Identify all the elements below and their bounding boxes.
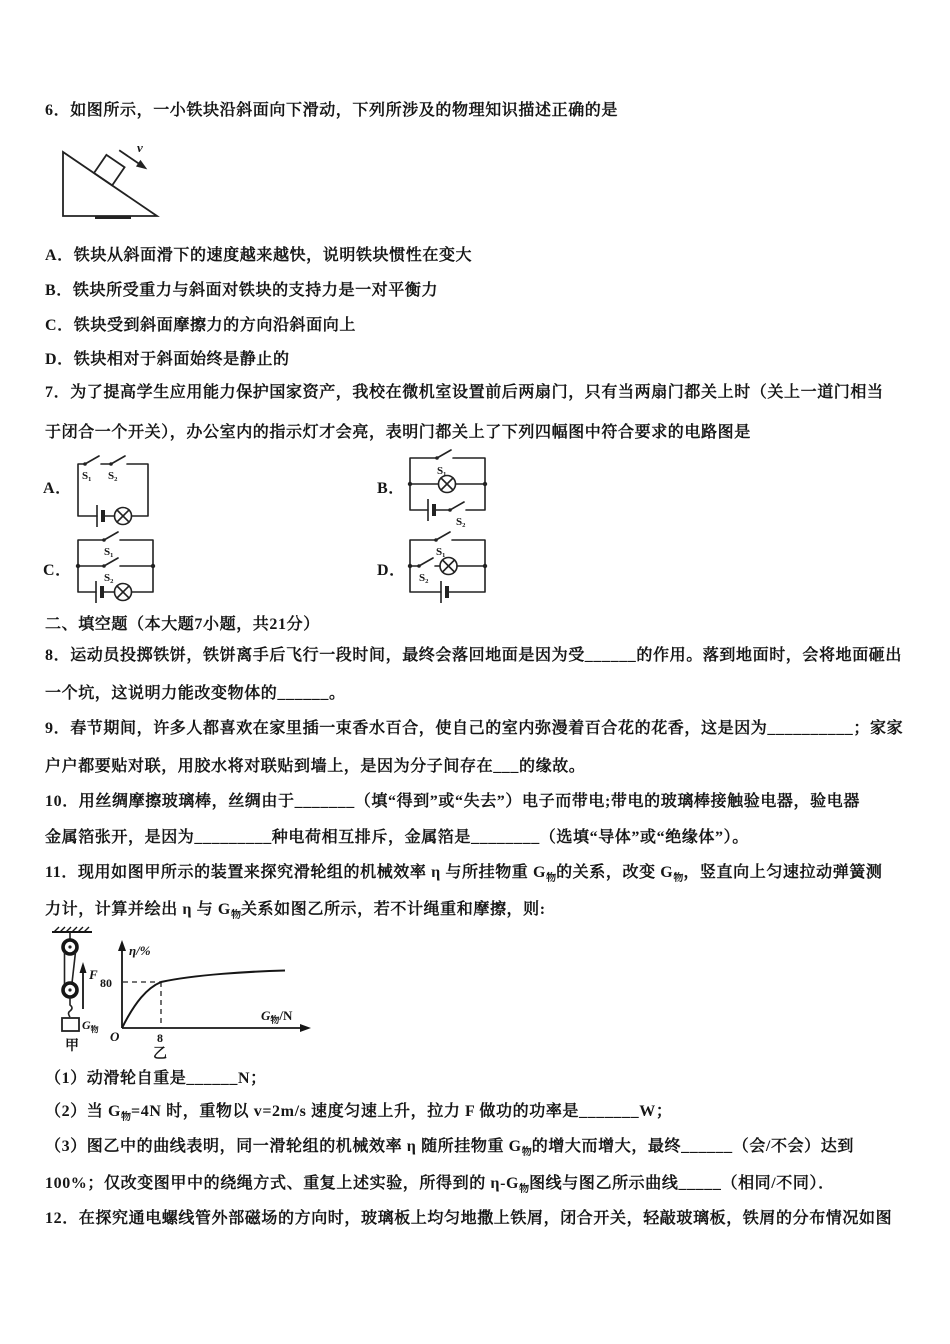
junction-dot <box>408 482 412 486</box>
weight-subscript: 物 <box>546 873 557 885</box>
battery-icon <box>97 505 103 527</box>
question-10-line-2: 金属箔张开，是因为_________种电荷相互排斥，金属箔是________（选填“导体”或“绝缘体”）。 <box>45 829 749 846</box>
question-6-option-b: B．铁块所受重力与斜面对铁块的支持力是一对平衡力 <box>45 282 439 299</box>
weight-subscript: 物 <box>121 1112 132 1124</box>
force-label: F <box>89 967 98 982</box>
question-6-option-c: C．铁块受到斜面摩擦力的方向沿斜面向上 <box>45 317 356 334</box>
circuit-d-label: D． <box>377 562 406 579</box>
origin-label: O <box>110 1029 120 1044</box>
velocity-arrow-label: v <box>137 140 143 155</box>
question-12-line-1: 12．在探究通电螺线管外部磁场的方向时，玻璃板上均匀地撒上铁屑，闭合开关，轻敲玻璃板，铁屑的分布情况如图 <box>45 1210 893 1227</box>
switch-s2-label: S₂ <box>108 470 118 482</box>
figure-yi-label: 乙 <box>153 1047 167 1062</box>
rope-right <box>72 952 76 983</box>
y-tick-80: 80 <box>100 976 112 990</box>
weight-subscript: 物 <box>521 1147 532 1159</box>
switch-s1-icon <box>435 450 451 460</box>
question-11-stem-line-2: 力计，计算并绘出 η 与 $G_物$关系如图乙所示，若不计绳重和摩擦，则: <box>45 901 546 922</box>
switch-s1-label: S₁ <box>437 465 447 477</box>
question-11-part-3-line-1: （3）图乙中的曲线表明，同一滑轮组的机械效率 η 随所挂物重 $G_物$的增大而增大，最终______（会/不会）达到 <box>45 1138 854 1159</box>
x-tick-8: 8 <box>157 1031 163 1045</box>
question-6-stem: 6．如图所示，一小铁块沿斜面向下滑动，下列所涉及的物理知识描述正确的是 <box>45 102 619 119</box>
question-10-line-1: 10．用丝绸摩擦玻璃棒，丝绸由于_______（填“得到”或“失去”）电子而带电;带电的玻璃棒接触验电器，验电器 <box>45 793 860 810</box>
efficiency-graph <box>95 938 320 1062</box>
switch-s1-label: S₁ <box>436 546 446 558</box>
junction-dot <box>483 564 487 568</box>
switch-s2-icon <box>109 456 125 466</box>
switch-s1-icon <box>434 532 450 542</box>
question-6-option-a: A．铁块从斜面滑下的速度越来越快，说明铁块惯性在变大 <box>45 247 473 264</box>
question-11-part-3-line-2: 100%；仅改变图甲中的绕绳方式、重复上述实验，所得到的 $\eta-G_物$图线与图乙所示曲线_____（相同/不同）． <box>45 1175 835 1196</box>
question-8-line-2: 一个坑，这说明力能改变物体的______。 <box>45 685 346 702</box>
x-axis-label: $G_物/N$ <box>261 1008 293 1025</box>
switch-s2-icon <box>417 558 433 568</box>
question-11-stem-line-1: 11．现用如图甲所示的装置来探究滑轮组的机械效率 η 与所挂物重 $G_物$的关系，改变 $G_物$，竖直向上匀速拉动弹簧测 <box>45 864 883 885</box>
lamp-icon <box>115 508 132 525</box>
fixed-pulley-icon <box>63 940 77 954</box>
switch-s1-icon <box>102 532 118 542</box>
junction-dot <box>151 564 155 568</box>
junction-dot <box>76 564 80 568</box>
circuit-b-figure <box>400 444 497 530</box>
weight-label: $G_物$ <box>82 1018 99 1034</box>
velocity-arrow <box>117 147 150 173</box>
circuit-c-figure <box>68 528 165 614</box>
switch-s1-label: S₁ <box>104 546 114 558</box>
lamp-icon <box>439 476 456 493</box>
section-2-title: 二、填空题（本大题7小题，共21分） <box>45 616 320 633</box>
hook <box>69 997 73 1017</box>
lamp-icon <box>440 558 457 575</box>
question-11-part-2: （2）当 $G_物=4N$ 时，重物以 v=2m/s 速度匀速上升，拉力 F 做功的功率是_______W； <box>45 1103 673 1124</box>
ceiling-hatch <box>52 927 92 932</box>
switch-s2-label: S₂ <box>456 516 466 528</box>
circuit-a-label: A． <box>43 480 72 497</box>
switch-s1-label: S₁ <box>82 470 92 482</box>
question-7-stem-line-2: 于闭合一个开关），办公室内的指示灯才会亮，表明门都关上了下列四幅图中符合要求的电路图是 <box>45 424 751 441</box>
question-11-part-1: （1）动滑轮自重是______N； <box>45 1070 267 1087</box>
figure-jia-label: 甲 <box>65 1039 79 1054</box>
question-9-line-1: 9．春节期间，许多人都喜欢在家里插一束香水百合，使自己的室内弥漫着百合花的花香，这是因为__________；家家 <box>45 720 904 737</box>
circuit-d-figure <box>400 528 497 614</box>
switch-s2-icon <box>102 558 118 568</box>
question-9-line-2: 户户都要贴对联，用胶水将对联贴到墙上，是因为分子间存在___的缘故。 <box>45 758 586 775</box>
lamp-icon <box>115 584 132 601</box>
switch-s2-label: S₂ <box>104 572 114 584</box>
junction-dot <box>408 564 412 568</box>
weight-subscript: 物 <box>230 910 241 922</box>
junction-dot <box>483 482 487 486</box>
incline-figure <box>45 136 195 236</box>
circuit-a-figure <box>68 448 160 530</box>
switch-s2-label: S₂ <box>419 572 429 584</box>
battery-icon <box>441 581 447 603</box>
force-arrow <box>80 962 87 1009</box>
circuit-b-label: B． <box>377 480 405 497</box>
switch-s1-icon <box>83 456 99 466</box>
y-axis-label: η/% <box>129 943 151 958</box>
movable-pulley-icon <box>63 983 77 997</box>
question-6-option-d: D．铁块相对于斜面始终是静止的 <box>45 351 290 368</box>
switch-s2-icon <box>448 502 464 512</box>
question-7-stem-line-1: 7．为了提高学生应用能力保护国家资产，我校在微机室设置前后两扇门，只有当两扇门都关上时（关上一道门相当 <box>45 384 884 401</box>
question-8-line-1: 8．运动员投掷铁饼，铁饼离手后飞行一段时间，最终会落回地面是因为受______的作用。落到地面时，会将地面砸出 <box>45 647 903 664</box>
dashed-guides <box>123 982 161 1028</box>
weight-subscript: 物 <box>673 873 684 885</box>
x-axis <box>122 1024 311 1032</box>
weight-subscript: 物 <box>519 1184 530 1196</box>
weight-block <box>62 1018 79 1031</box>
battery-icon <box>428 499 434 521</box>
y-axis <box>118 940 126 1028</box>
circuit-c-label: C． <box>43 562 72 579</box>
battery-icon <box>96 581 102 603</box>
